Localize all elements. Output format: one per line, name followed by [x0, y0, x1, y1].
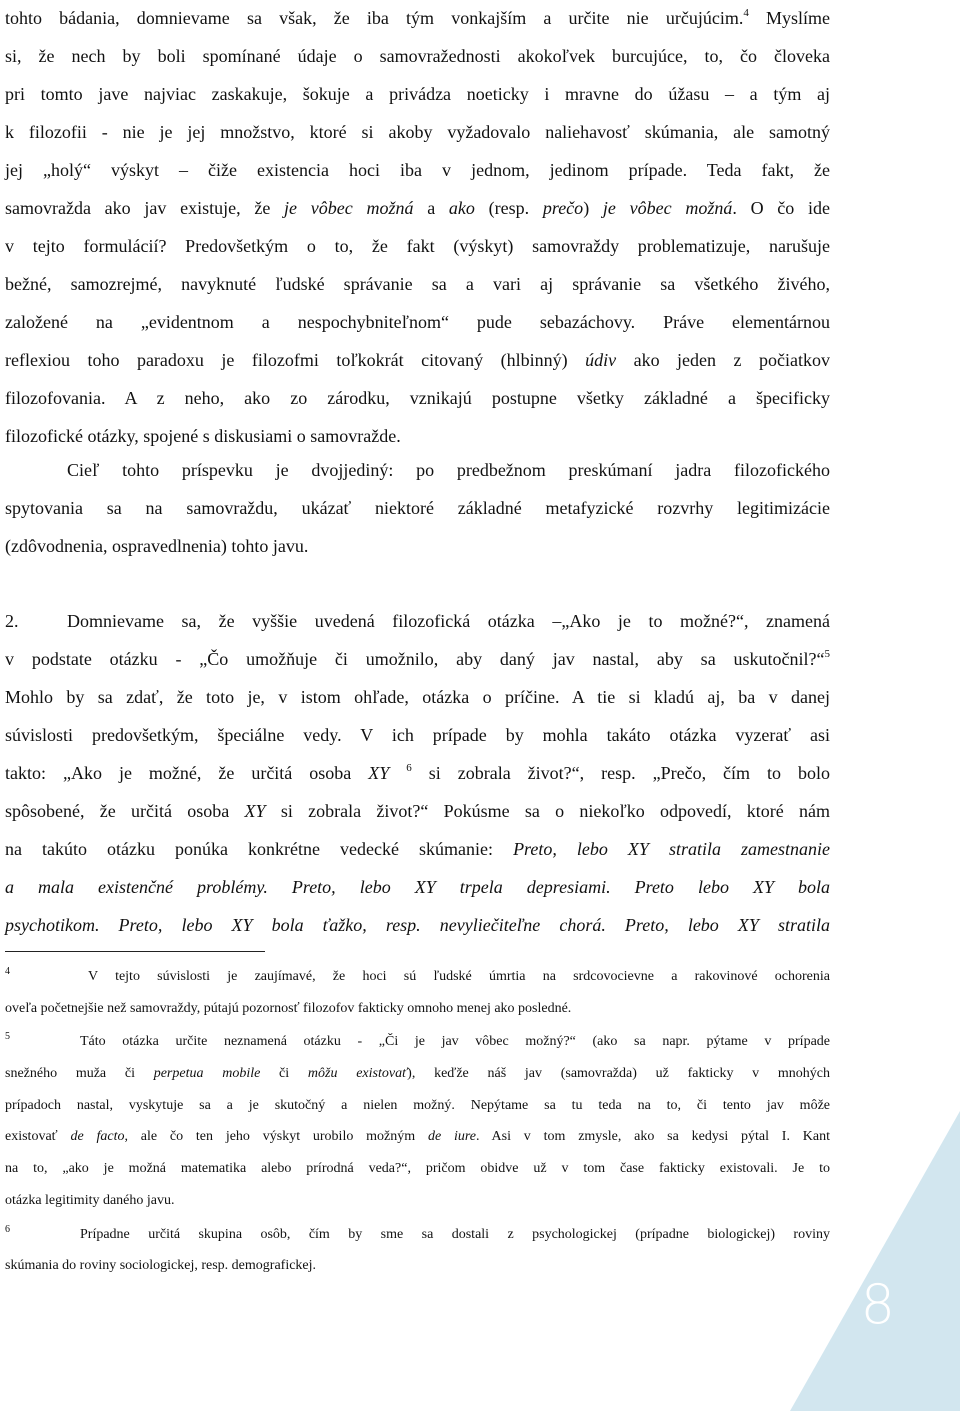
- footnote-ref-5[interactable]: 5: [824, 648, 830, 660]
- footnote-6: $^6$ Prípadne určitá skupina osôb, čím by sme sa dostali z psychologickej (prípadne biologickej) roviny: [5, 1223, 830, 1242]
- footnote-separator: [5, 951, 265, 952]
- paragraph-aim: Cieľ tohto príspevku je dvojjediný: po predbežnom preskúmaní jadra filozofického spytovania sa na samovraždu, ukázať niektoré základné metafyzické rozvrhy legitimizácie (zdôvodnenia, ospravedlnenia) tohto javu.: [5, 460, 830, 556]
- footnote-ref-6[interactable]: 6: [406, 762, 412, 774]
- footnote-5: $^5$ Táto otázka určite neznamená otázku - „Či je jav vôbec možný?“ (ako sa napr. pýtame v prípade: [5, 1031, 830, 1050]
- footnote-4: $^4$ V tejto súvislosti je zaujímavé, že hoci sú ľudské úmrtia na srdcovocievne a rakovinové ochorenia: [5, 966, 830, 984]
- page-number: 8: [860, 1273, 895, 1336]
- footnote-ref-4[interactable]: 4: [743, 7, 749, 19]
- paragraph-intro: tohto bádania, domnievame sa však, že iba tým vonkajším a určite nie určujúcim.$^4$ Myslíme si, že nech by boli spomínané údaje o samovražednosti akokoľvek burcujúce, to, čo človeka pri tomto jave najviac zaskakuje, šokuje a privádza noeticky i mravne do úžasu – a tým aj k filozofii - nie je jej množstvo, ktoré si akoby vyžadovalo naliehavosť skúmania, ale samotný jej „holý“ výskyt – čiže existencia hoci iba v jednom, jedinom prípade. Teda fakt, že samovražda ako jav existuje, že je vôbec možná a ako (resp. prečo) je vôbec možná. O čo ide v tejto formulácií? Predovšetkým o to, že fakt (výskyt) samovraždy problematizuje, narušuje bežné, samozrejmé, navyknuté ľudské správanie sa a vari aj správanie sa všetkého živého, založené na „evidentnom a nespochybniteľnom“ pude sebazáchovy. Práve elementárnou reflexiou toho paradoxu je filozofmi toľkokrát citovaný (hlbinný) údiv ako jeden z počiatkov filozofovania. A z neho, ako zo zárodku, vznikajú postupne všetky základné a špecificky filozofické otázky, spojené s diskusiami o samovražde.: [5, 7, 831, 446]
- section-number: 2.: [5, 611, 19, 631]
- footnotes: $^4$ V tejto súvislosti je zaujímavé, že hoci sú ľudské úmrtia na srdcovocievne a rakovinové ochorenia oveľa početnejšie než samovraždy, pútajú pozornosť filozofov fakticky omnoho menej ako posledné. $^5$ Táto otázka určite neznamená otázku - „Či je jav vôbec možný?“ (ako sa napr. pýtame v prípade snežného muža či perpetua mobile či môžu existovať), keďže náš jav (samovražda) už fakticky v mnohých prípadoch nastal, vyskytuje sa a je skutočný a nielen možný. Nepýtame sa tu teda na to, či tento jav môže existovať de facto, ale čo ten jeho výskyt urobilo možným de iure. Asi v tom zmysle, ako sa kedysi pýtal I. Kant na to, „ako je možná matematika alebo prírodná veda?“, pričom obidve už v tom čase fakticky existovali. Je to otázka legitimity daného javu. $^6$ Prípadne určitá skupina osôb, čím by sme sa dostali z psychologickej (prípadne biologickej) roviny skúmania do roviny sociologickej, resp. demografickej.: [5, 961, 830, 1282]
- section-2: 2. Domnievame sa, že vyššie uvedená filozofická otázka –„Ako je to možné?“, znamená v podstate otázku - „Čo umožňuje či umožnilo, aby daný jav nastal, aby sa uskutočnil?“$^5$ Mohlo by sa zdať, že toto je, v istom ohľade, otázka o príčine. A tie si kladú aj, ba v danej súvislosti predovšetkým, špeciálne vedy. V ich prípade by mohla takáto otázka vyzerať asi takto: „Ako je možné, že určitá osoba XY $^6$ si zobrala život?“, resp. „Prečo, čím to bolo spôsobené, že určitá osoba XY si zobrala život?“ Pokúsme sa o niekoľko odpovedí, ktoré nám na takúto otázku ponúka konkrétne vedecké skúmanie: Preto, lebo XY stratila zamestnanie a mala existenčné problémy. Preto, lebo XY trpela depresiami. Preto lebo XY bola psychotikom. Preto, lebo XY bola ťažko, resp. nevyliečiteľne chorá. Preto, lebo XY stratila: [5, 602, 830, 944]
